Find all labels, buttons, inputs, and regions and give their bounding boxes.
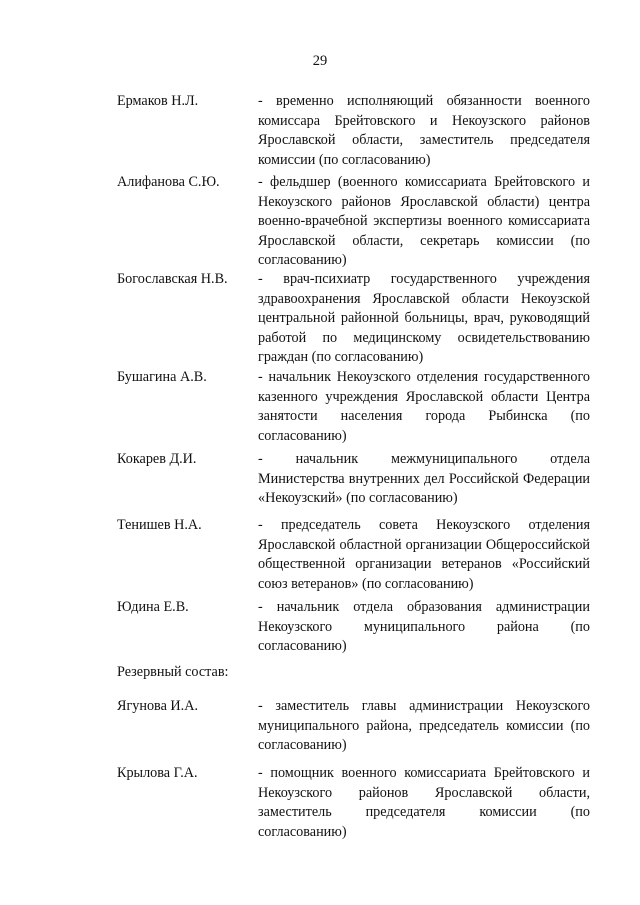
member-name: Тенишев Н.А.: [117, 517, 202, 533]
member-role: - заместитель главы администрации Некоузского муниципального района, председатель комиссии (по согласованию): [258, 698, 590, 753]
member-name: Алифанова С.Ю.: [117, 174, 220, 190]
member-name: Кокарев Д.И.: [117, 451, 197, 467]
member-name: Юдина Е.В.: [117, 599, 189, 615]
member-name: Крылова Г.А.: [117, 765, 198, 781]
page-number: 29: [312, 53, 328, 69]
member-name: Ягунова И.А.: [117, 698, 199, 714]
reserve-section-heading: Резервный состав:: [117, 664, 229, 680]
member-name: Богославская Н.В.: [117, 271, 228, 287]
member-role: - начальник Некоузского отделения государственного казенного учреждения Ярославской области Центра занятости населения города Рыбинска (по согласованию): [258, 369, 590, 444]
member-role: - временно исполняющий обязанности военного комиссара Брейтовского и Некоузского районов Ярославской области, заместитель председателя комиссии (по согласованию): [258, 93, 590, 168]
member-role: - председатель совета Некоузского отделения Ярославской областной организации Общероссийской общественной организации ветеранов «Российский союз ветеранов» (по согласованию): [258, 517, 590, 592]
member-role: - фельдшер (военного комиссариата Брейтовского и Некоузского районов Ярославской области) центра военно-врачебной экспертизы военного комиссариата Ярославской области, секретарь комиссии (по согласованию): [258, 174, 590, 268]
member-role: - начальник отдела образования администрации Некоузского муниципального района (по согласованию): [258, 599, 590, 654]
member-role: - врач-психиатр государственного учреждения здравоохранения Ярославской области Некоузской центральной районной больницы, врач, руководящий работой по медицинскому освидетельствованию граждан (по согласованию): [258, 271, 590, 365]
member-role: - помощник военного комиссариата Брейтовского и Некоузского районов Ярославской области, заместитель председателя комиссии (по согласованию): [258, 765, 590, 840]
member-role: - начальник межмуниципального отдела Министерства внутренних дел Российской Федерации «Некоузский» (по согласованию): [258, 451, 590, 506]
member-name: Ермаков Н.Л.: [117, 93, 199, 109]
member-name: Бушагина А.В.: [117, 369, 207, 385]
